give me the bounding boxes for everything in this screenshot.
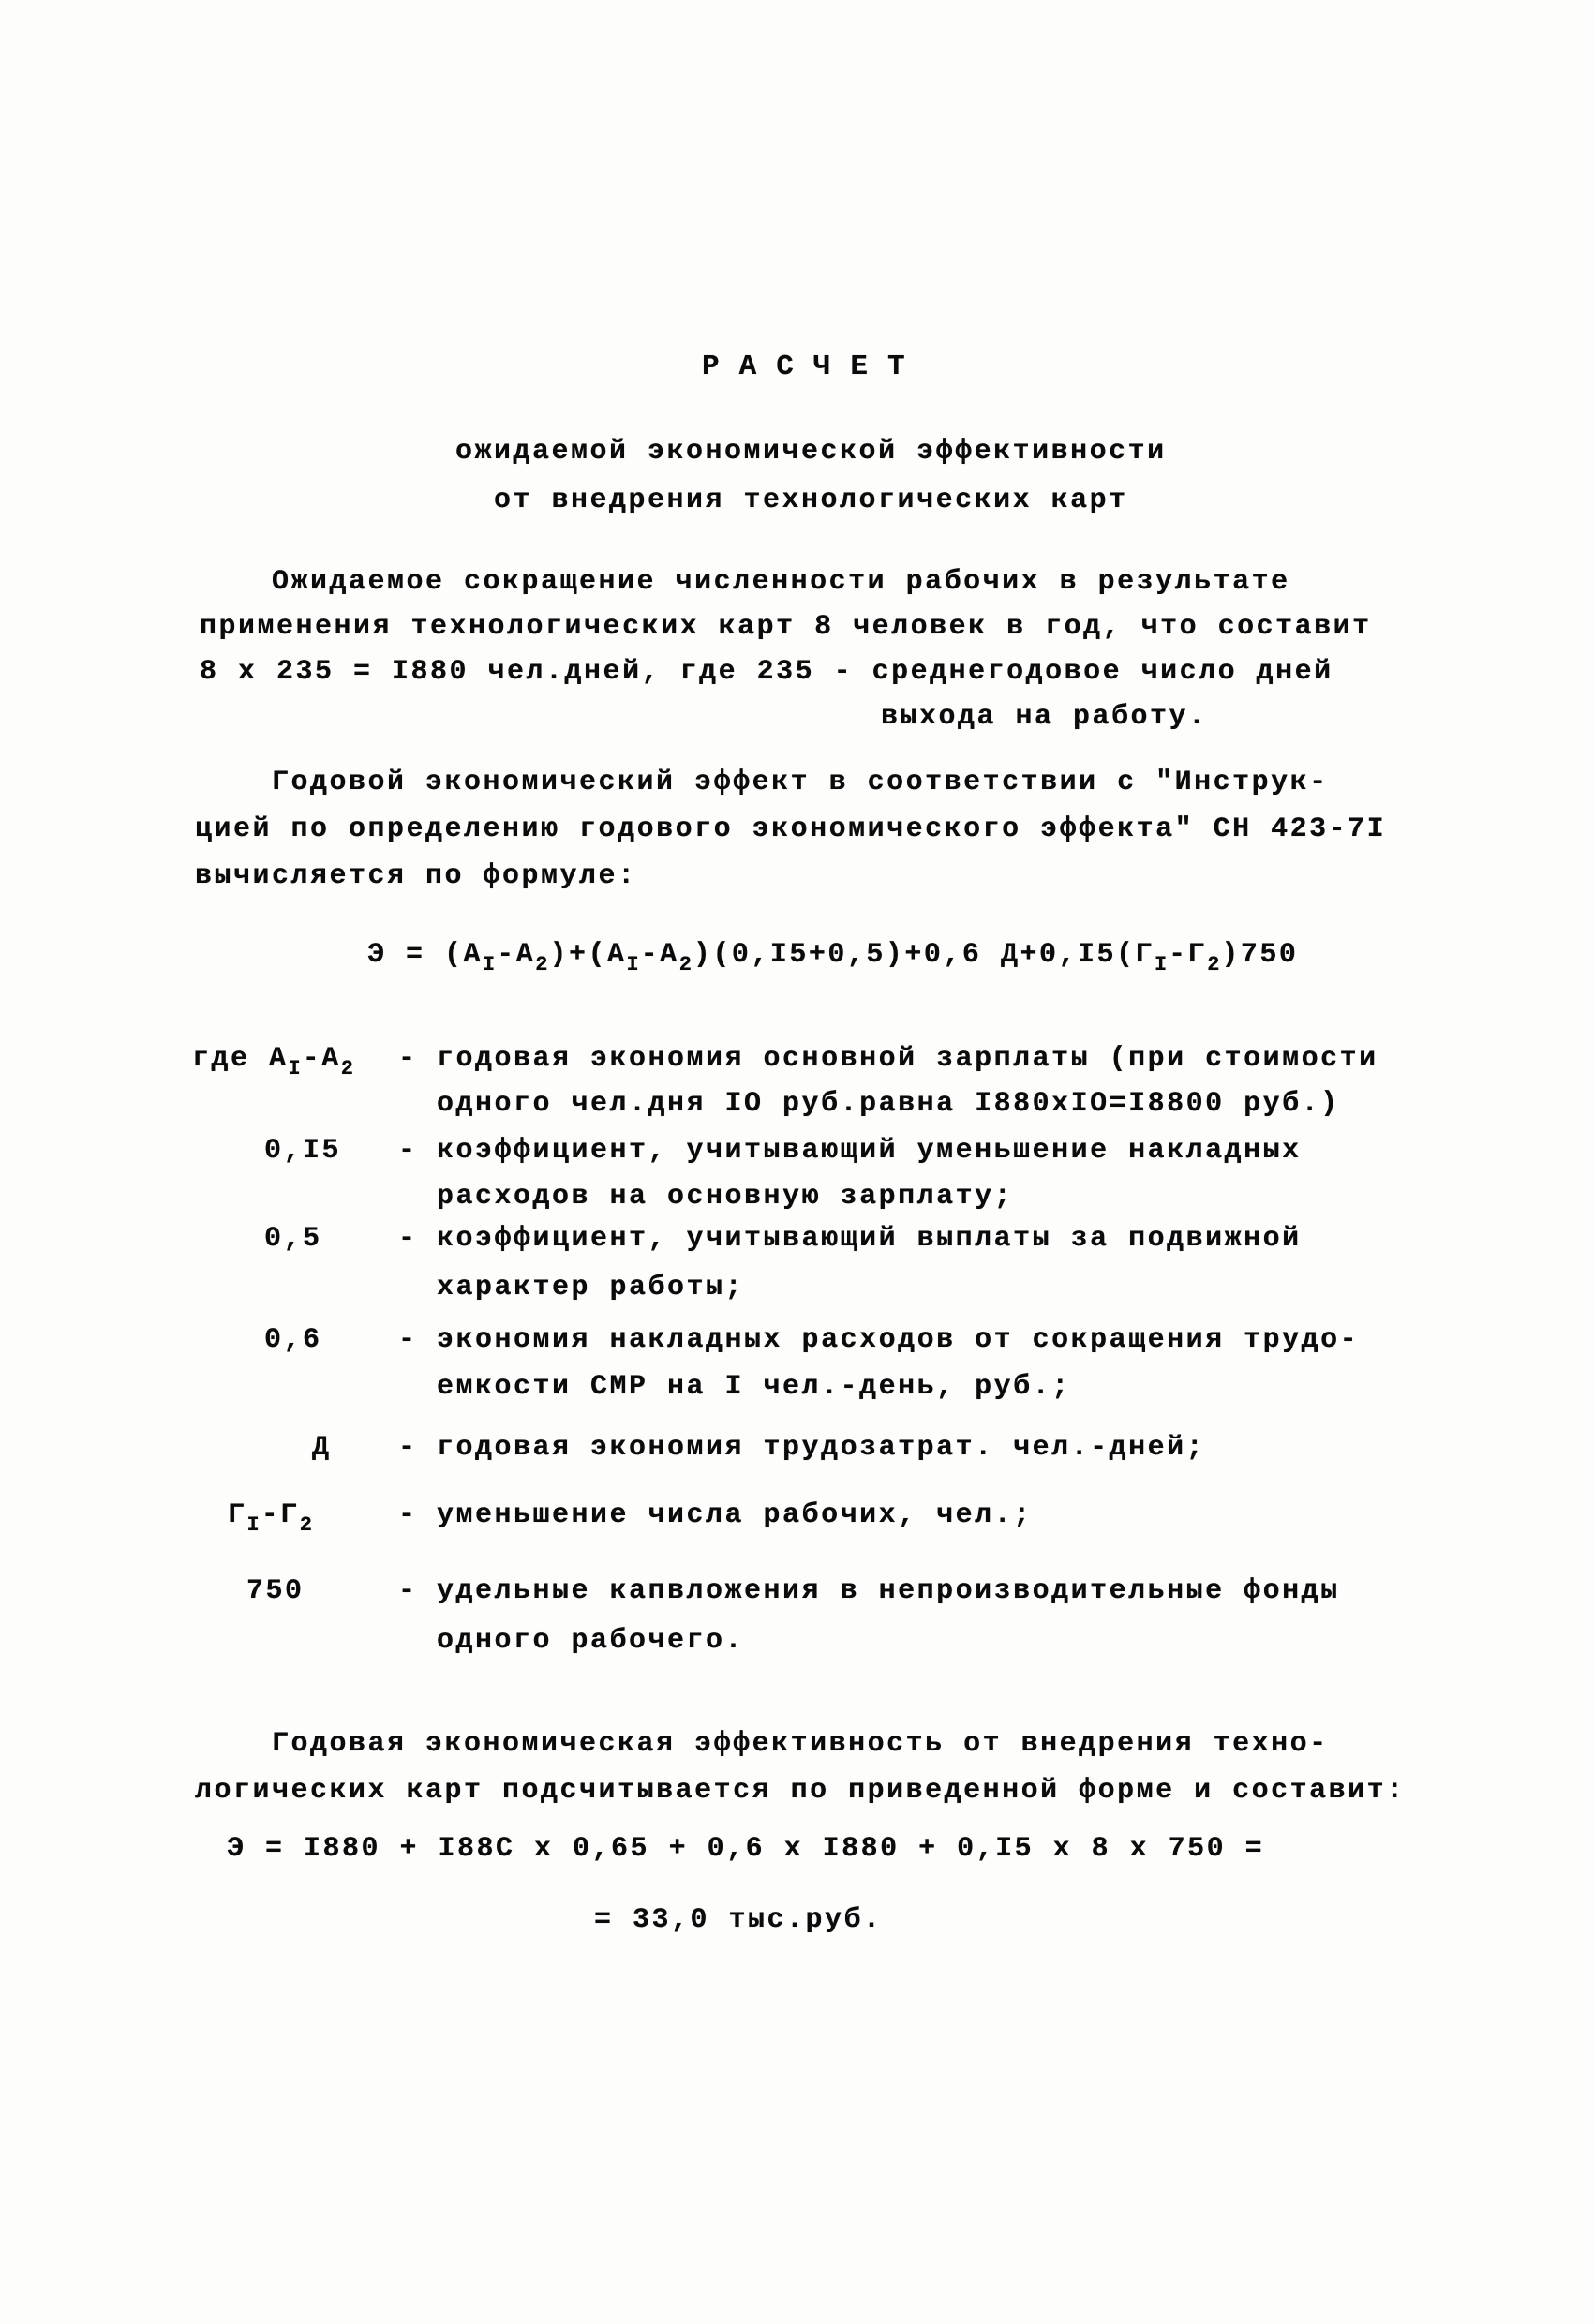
subtitle-line-1: ожидаемой экономической эффективности bbox=[455, 436, 1167, 468]
def-term-g1-g2: $Г_I-Г_2$ bbox=[228, 1499, 314, 1537]
def-text-g1-g2-line-1: - уменьшение числа рабочих, чел.; bbox=[398, 1499, 1033, 1531]
def-text-a1-a2-line-2: одного чел.дня IO руб.равна I880хIO=I8800 руб.) bbox=[437, 1088, 1340, 1120]
para2-line-2: цией по определению годового экономического эффекта" СН 423-7I bbox=[195, 813, 1387, 845]
page-title: РАСЧЕТ bbox=[702, 350, 925, 383]
intro-line-4: выхода на работу. bbox=[881, 701, 1208, 733]
formula-line: $Э = (А_I-А_2)+(А_I-А_2)(0,I5+0,5)+0,6$ $Д+0,I5(Г_I-Г_2)750$ bbox=[367, 939, 1299, 976]
def-text-750-line-2: одного рабочего. bbox=[437, 1625, 745, 1657]
para2-line-3: вычисляется по формуле: bbox=[195, 860, 637, 892]
def-text-d-line-1: - годовая экономия трудозатрат. чел.-дней; bbox=[398, 1432, 1206, 1464]
def-term-06: 0,6 bbox=[264, 1324, 322, 1356]
def-text-015-line-2: расходов на основную зарплату; bbox=[437, 1181, 1014, 1213]
para2-line-1: Годовой экономический эффект в соответствии с "Инструк- bbox=[272, 767, 1329, 798]
closing-line-2: логических карт подсчитывается по приведенной форме и составит: bbox=[195, 1775, 1406, 1807]
def-term-d: Д bbox=[312, 1432, 332, 1464]
def-term-015: 0,I5 bbox=[264, 1135, 342, 1167]
def-text-a1-a2-line-1: - годовая экономия основной зарплаты (при стоимости bbox=[398, 1043, 1378, 1075]
def-text-015-line-1: - коэффициент, учитывающий уменьшение накладных bbox=[398, 1135, 1302, 1167]
intro-line-3: 8 х 235 = I880 чел.дней, где 235 - среднегодовое число дней bbox=[200, 656, 1333, 688]
def-text-06-line-1: - экономия накладных расходов от сокращения трудо- bbox=[398, 1324, 1360, 1356]
def-term-a1-a2: где $А_I-А_2$ bbox=[192, 1043, 355, 1080]
intro-line-2: применения технологических карт 8 человек в год, что составит bbox=[200, 611, 1372, 643]
closing-line-1: Годовая экономическая эффективность от внедрения техно- bbox=[272, 1728, 1329, 1760]
def-term-05: 0,5 bbox=[264, 1223, 322, 1255]
result-line: = 33,0 тыс.руб. bbox=[594, 1904, 883, 1936]
def-text-05-line-1: - коэффициент, учитывающий выплаты за подвижной bbox=[398, 1223, 1302, 1255]
subtitle-line-2: от внедрения технологических карт bbox=[494, 484, 1128, 516]
def-term-750: 750 bbox=[246, 1575, 305, 1607]
equation-line: Э = I880 + I88C х 0,65 + 0,6 х I880 + 0,I5 х 8 х 750 = bbox=[227, 1833, 1265, 1865]
def-text-750-line-1: - удельные капвложения в непроизводительные фонды bbox=[398, 1575, 1340, 1607]
def-text-05-line-2: характер работы; bbox=[437, 1272, 745, 1304]
def-text-06-line-2: емкости СМР на I чел.-день, руб.; bbox=[437, 1371, 1071, 1403]
intro-line-1: Ожидаемое сокращение численности рабочих в результате bbox=[272, 566, 1290, 598]
